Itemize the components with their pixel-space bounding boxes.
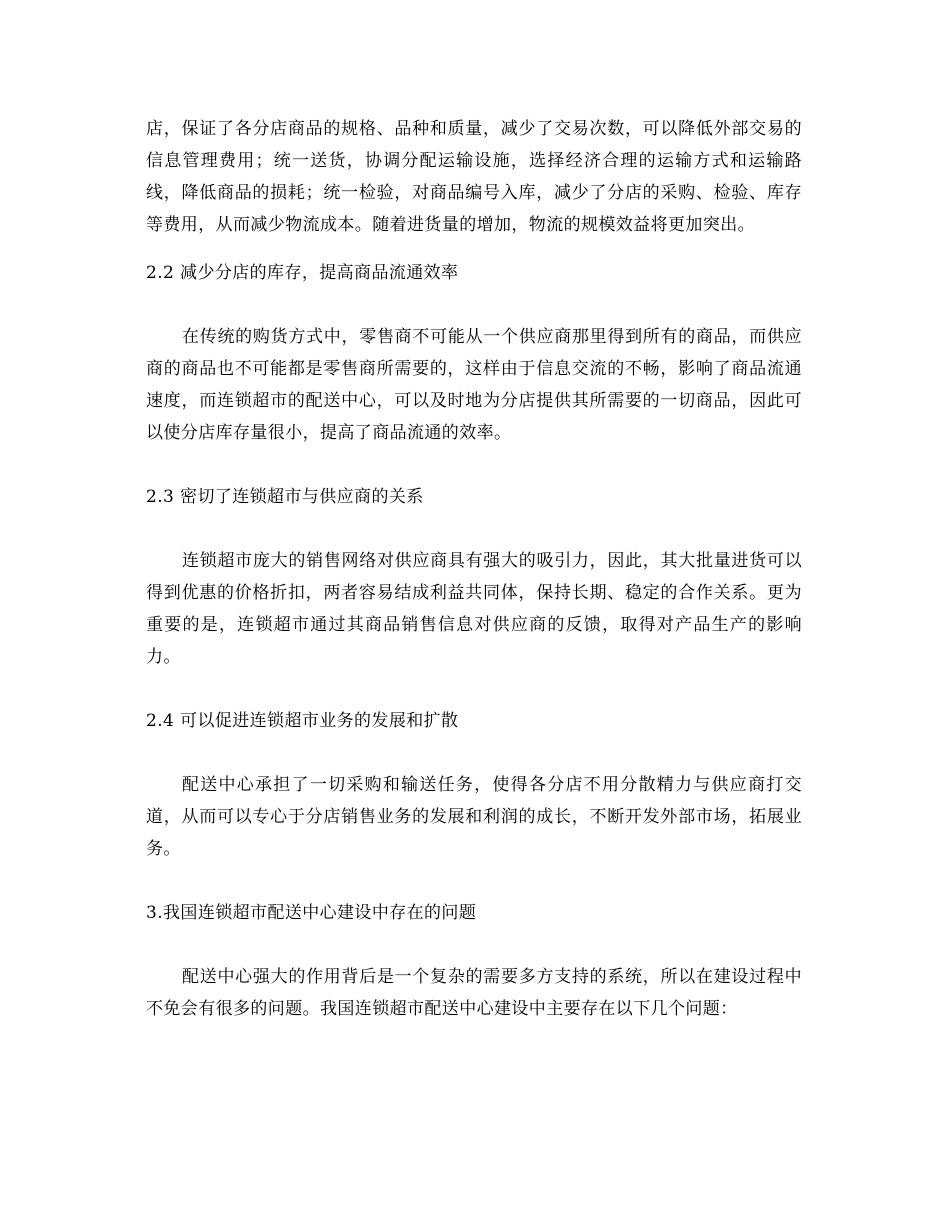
- document-body: [146, 113, 802, 1025]
- section-paragraph-2-4: 配送中心承担了一切采购和输送任务，使得各分店不用分散精力与供应商打交道，从而可以专心于分店销售业务的发展和利润的成长，不断开发外部市场，拓展业务。: [146, 775, 802, 859]
- section-heading-3: 3.我国连锁超市配送中心建设中存在的问题: [146, 903, 477, 923]
- continued-paragraph: 店，保证了各分店商品的规格、品种和质量，减少了交易次数，可以降低外部交易的信息管理费用；统一送货，协调分配运输设施，选择经济合理的运输方式和运输路线，降低商品的损耗；统一检验，对商品编号入库，减少了分店的采购、检验、库存等费用，从而减少物流成本。随着进货量的增加，物流的规模效益将更加突出。: [146, 119, 802, 235]
- section-paragraph-3: 配送中心强大的作用背后是一个复杂的需要多方支持的系统，所以在建设过程中不免会有很多的问题。我国连锁超市配送中心建设中主要存在以下几个问题：: [146, 967, 802, 1019]
- section-heading-2-4: 2.4 可以促进连锁超市业务的发展和扩散: [146, 711, 459, 731]
- section-paragraph-2-3: 连锁超市庞大的销售网络对供应商具有强大的吸引力，因此，其大批量进货可以得到优惠的价格折扣，两者容易结成利益共同体，保持长期、稳定的合作关系。更为重要的是，连锁超市通过其商品销售信息对供应商的反馈，取得对产品生产的影响力。: [146, 551, 802, 667]
- section-heading-2-2: 2.2 减少分店的库存，提高商品流通效率: [146, 263, 459, 283]
- section-heading-2-3: 2.3 密切了连锁超市与供应商的关系: [146, 487, 424, 507]
- section-paragraph-2-2: 在传统的购货方式中，零售商不可能从一个供应商那里得到所有的商品，而供应商的商品也不可能都是零售商所需要的，这样由于信息交流的不畅，影响了商品流通速度，而连锁超市的配送中心，可以及时地为分店提供其所需要的一切商品，因此可以使分店库存量很小，提高了商品流通的效率。: [146, 327, 802, 443]
